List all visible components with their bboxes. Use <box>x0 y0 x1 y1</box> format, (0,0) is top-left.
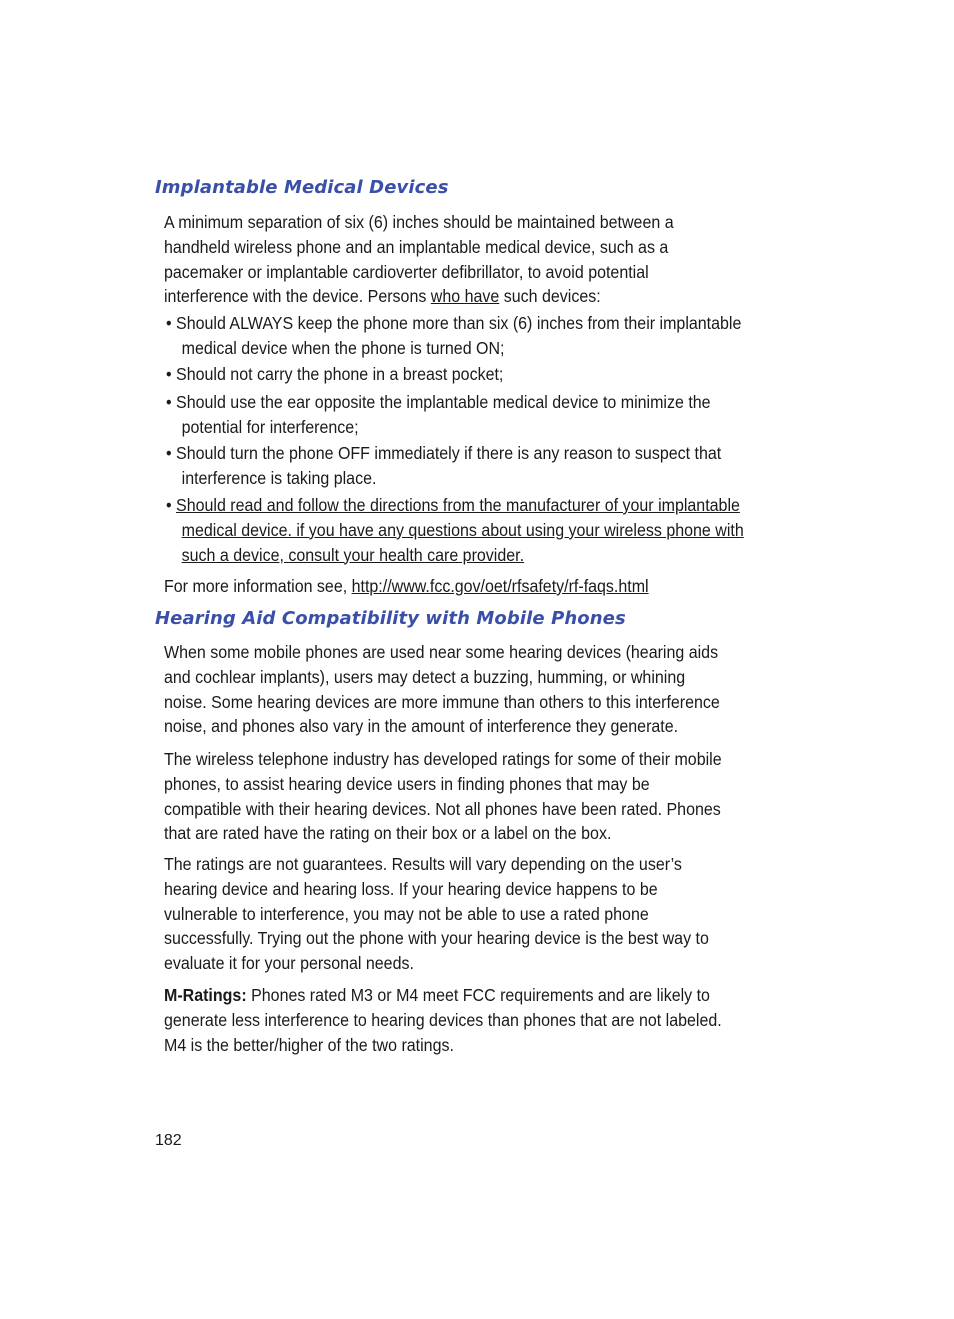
bullet-text: Should use the ear opposite the implantable medical device to minimize the potential for interference; <box>176 392 711 437</box>
m-ratings-text: Phones rated M3 or M4 meet FCC requirements and are likely to generate less interference to hearing devices than phones that are not labeled. M4 is the better/higher of the two ratings. <box>164 985 722 1055</box>
implantable-intro-paragraph <box>164 210 725 309</box>
intro-text-before: A minimum separation of six (6) inches should be maintained between a handheld wireless phone and an implantable medical device, such as a pacemaker or implantable cardioverter defibrillator, to avoid potential interference with the device. Persons <box>164 212 674 307</box>
hearing-paragraph-3: The ratings are not guarantees. Results will vary depending on the user’s hearing device and hearing loss. If your hearing device happens to be vulnerable to interference, you may not be able to use a rated phone successfully. Trying out the phone with your hearing device is the best way to evaluate it for your personal needs. <box>164 854 709 974</box>
intro-text-after: such devices: <box>499 286 601 307</box>
list-item: • Should ALWAYS keep the phone more than six (6) inches from their implantable medical device when the phone is turned ON; <box>166 313 742 358</box>
list-item: • Should use the ear opposite the implantable medical device to minimize the potential for interference; <box>166 392 711 437</box>
hearing-paragraph-1: When some mobile phones are used near some hearing devices (hearing aids and cochlear implants), users may detect a buzzing, humming, or whining noise. Some hearing devices are more immune than others to this interference noise, and phones also vary in the amount of interference they generate. <box>164 642 720 737</box>
hearing-paragraph-2: The wireless telephone industry has developed ratings for some of their mobile phones, to assist hearing device users in finding phones that may be compatible with their hearing devices. Not all phones have been rated. Phones that are rated have the rating on their box or a label on the box. <box>164 749 722 844</box>
m-ratings-label: M-Ratings: <box>164 985 247 1005</box>
bullet-text: Should turn the phone OFF immediately if there is any reason to suspect that interference is taking place. <box>176 443 722 488</box>
m-ratings-paragraph <box>164 983 725 1057</box>
bullet-text: Should ALWAYS keep the phone more than six (6) inches from their implantable medical device when the phone is turned ON; <box>176 313 742 358</box>
list-item: • Should read and follow the directions from the manufacturer of your implantable medical device. if you have any questions about using your wireless phone with such a device, consult your health care provider. <box>166 495 744 565</box>
list-item: • Should turn the phone OFF immediately if there is any reason to suspect that interference is taking place. <box>166 443 722 488</box>
fcc-rf-faqs-link[interactable]: http://www.fcc.gov/oet/rfsafety/rf-faqs.html <box>351 576 649 596</box>
list-item: • Should not carry the phone in a breast pocket; <box>166 364 504 384</box>
more-information-line <box>164 574 725 599</box>
page-number: 182 <box>155 1132 182 1149</box>
heading-implantable-medical-devices: Implantable Medical Devices <box>155 177 449 198</box>
intro-underlined-text: who have <box>430 286 500 307</box>
more-info-label: For more information see, <box>164 576 352 596</box>
bullet-text-underlined: Should read and follow the directions from the manufacturer of your implantable medical device. if you have any questions about using your wireless phone with such a device, consult your health care provider. <box>176 495 744 565</box>
heading-hearing-aid-compatibility: Hearing Aid Compatibility with Mobile Phones <box>155 608 626 629</box>
bullet-text: Should not carry the phone in a breast pocket; <box>176 364 504 384</box>
